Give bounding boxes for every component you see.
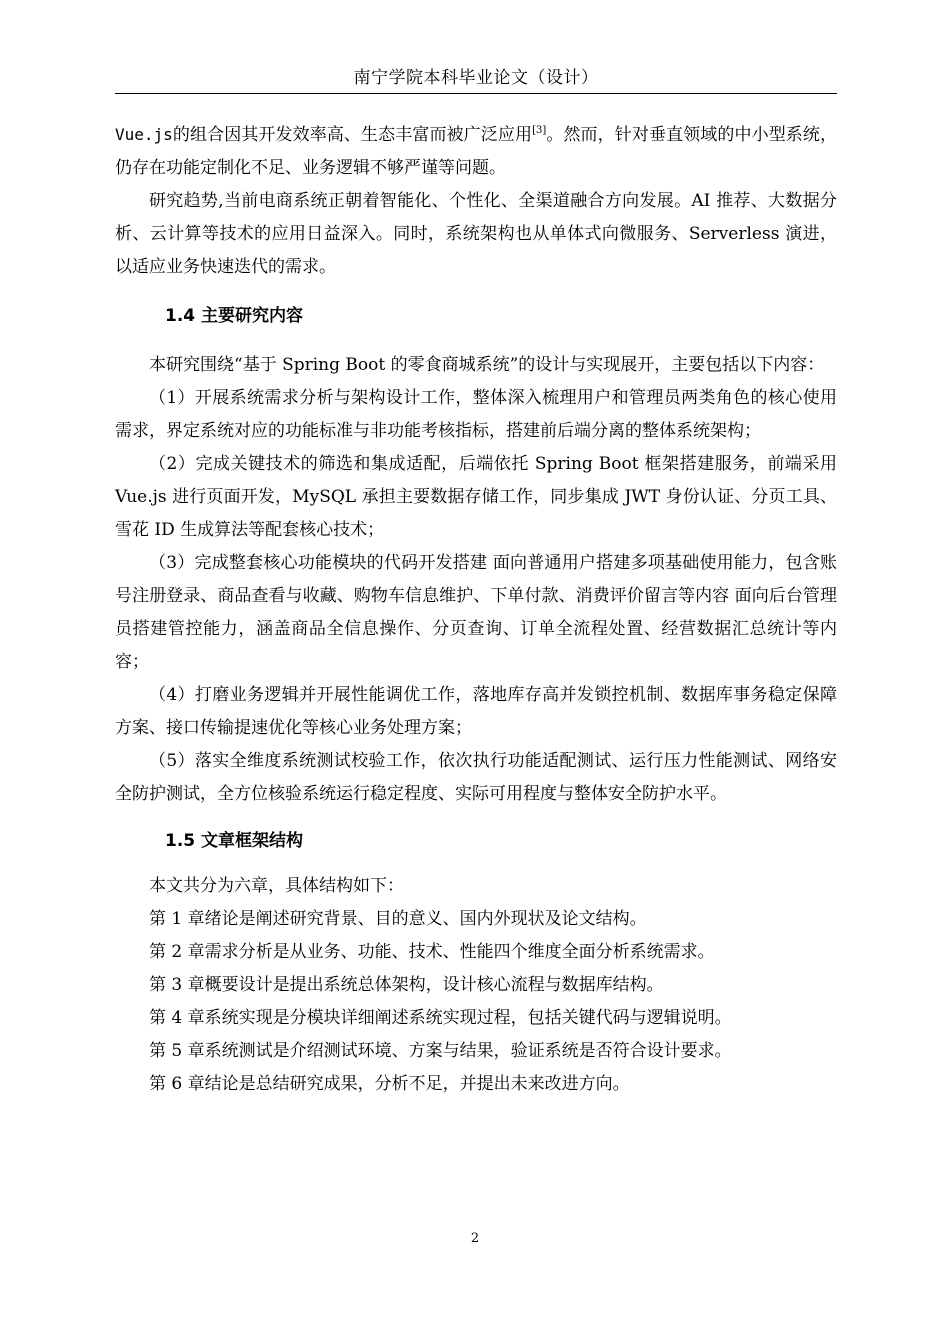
chapter-list [115, 903, 837, 1101]
page-number: 2 [470, 1231, 480, 1246]
chapter-item-2: 第 2 章需求分析是从业务、功能、技术、性能四个维度全面分析系统需求。 [149, 942, 715, 962]
chapter-item-1: 第 1 章绪论是阐述研究背景、目的意义、国内外现状及论文结构。 [149, 909, 647, 929]
paragraph-research-intro: 本研究围绕“基于 Spring Boot 的零食商城系统”的设计与实现展开，主要包括以下内容： [149, 355, 825, 375]
tech-term: Vue.js [115, 125, 173, 144]
section-heading-1-4: 1.4 主要研究内容 [165, 306, 304, 326]
list-item-3: （3）完成整套核心功能模块的代码开发搭建 面向普通用户搭建多项基础使用能力，包含账号注册登录、商品查看与收藏、购物车信息维护、下单付款、消费评价留言等内容 面向后台管理员搭建管控能力，涵盖商品全信息操作、分页查询、订单全流程处置、经营数据汇总统计等内容； [115, 553, 837, 672]
header-divider [115, 93, 837, 94]
paragraph-text: 。然而，针对垂直领域的中小型系统，仍存在功能定制化不足、业务逻辑不够严谨等问题。 [115, 125, 838, 178]
paragraph-text: 的组合因其开发效率高、生态丰富而被广泛应用 [172, 125, 533, 145]
chapter-item-3: 第 3 章概要设计是提出系统总体架构，设计核心流程与数据库结构。 [149, 975, 664, 995]
list-item-4: （4）打磨业务逻辑并开展性能调优工作，落地库存高并发锁控机制、数据库事务稳定保障方案、接口传输提速优化等核心业务处理方案； [115, 685, 837, 738]
paragraph-research-trend: 研究趋势,当前电商系统正朝着智能化、个性化、全渠道融合方向发展。AI 推荐、大数据分析、云计算等技术的应用日益深入。同时，系统架构也从单体式向微服务、Serverless 演进，以适应业务快速迭代的需求。 [115, 191, 837, 277]
paragraph-continuation [115, 114, 837, 185]
page-header-title: 南宁学院本科毕业论文（设计） [353, 68, 599, 88]
list-item-1: （1）开展系统需求分析与架构设计工作，整体深入梳理用户和管理员两类角色的核心使用需求，界定系统对应的功能标准与非功能考核指标，搭建前后端分离的整体系统架构； [115, 388, 837, 441]
chapter-item-5: 第 5 章系统测试是介绍测试环境、方案与结果，验证系统是否符合设计要求。 [149, 1041, 732, 1061]
list-item-2: （2）完成关键技术的筛选和集成适配，后端依托 Spring Boot 框架搭建服务，前端采用 Vue.js 进行页面开发，MySQL 承担主要数据存储工作，同步集成 JWT 身份认证、分页工具、雪花 ID 生成算法等配套核心技术； [115, 454, 837, 540]
chapter-item-6: 第 6 章结论是总结研究成果，分析不足，并提出未来改进方向。 [149, 1074, 630, 1094]
chapter-item-4: 第 4 章系统实现是分模块详细阐述系统实现过程，包括关键代码与逻辑说明。 [149, 1008, 732, 1028]
list-item-5: （5）落实全维度系统测试校验工作，依次执行功能适配测试、运行压力性能测试、网络安全防护测试，全方位核验系统运行稳定程度、实际可用程度与整体安全防护水平。 [115, 751, 837, 804]
document-body [115, 114, 837, 1101]
section-heading-1-5: 1.5 文章框架结构 [165, 831, 304, 851]
citation-ref: [3] [532, 125, 547, 136]
structure-intro: 本文共分为六章，具体结构如下： [149, 876, 404, 896]
